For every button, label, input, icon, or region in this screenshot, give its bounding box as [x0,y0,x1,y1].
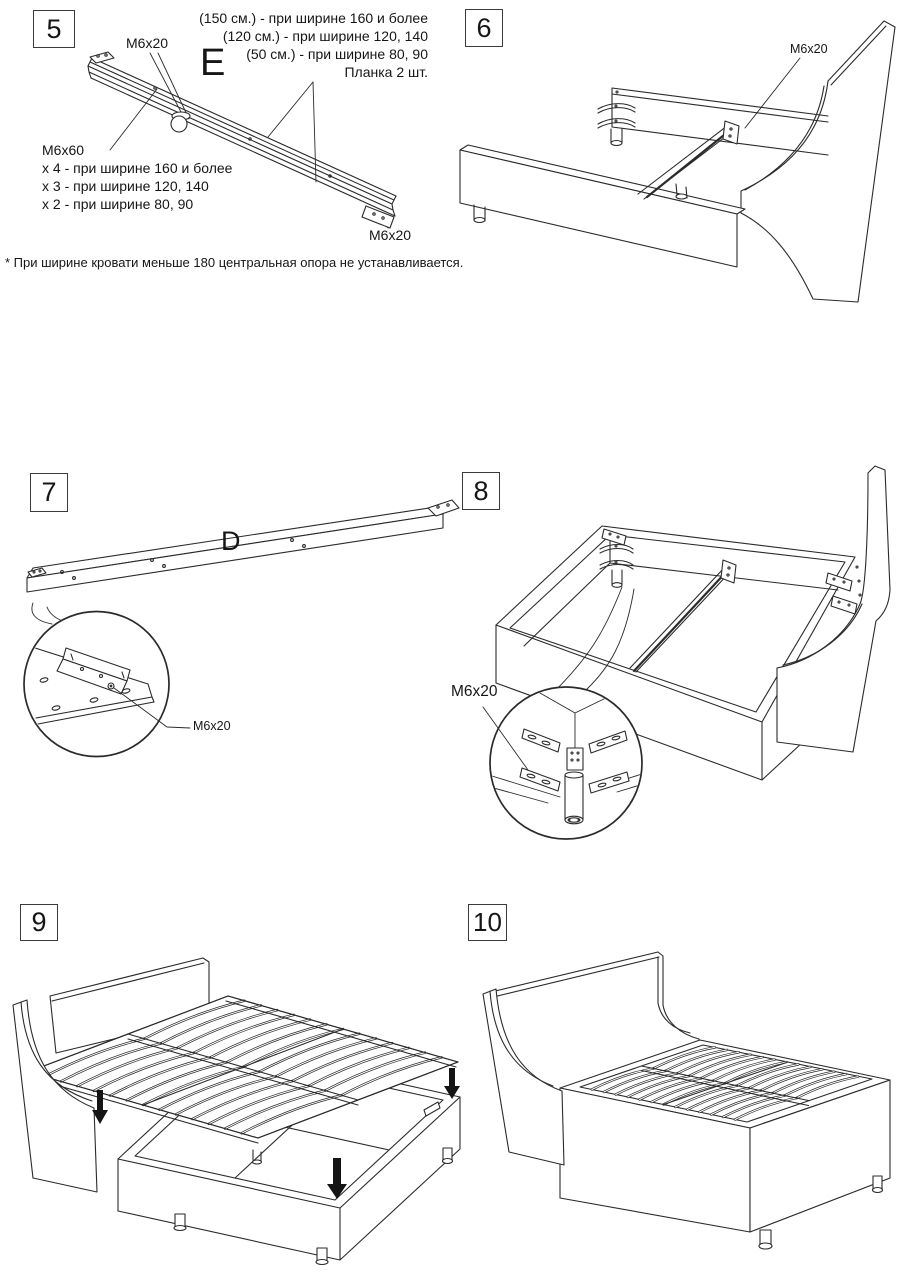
bolt-count-block [42,141,232,213]
part-letter-e: E [200,42,226,84]
step-number-7: 7 [30,473,68,512]
plank-length-block [199,9,428,81]
bolt-title: M6x60 [42,142,85,158]
back-rail [612,88,828,155]
screw-label-m6x20: M6x20 [451,683,498,700]
end-bracket [362,206,394,228]
screw-label-m6x20: M6x20 [193,719,231,733]
step10-finished-bed-drawing [483,952,890,1249]
step-number-9: 9 [20,904,58,941]
side-rail [460,150,737,267]
footnote: * При ширине кровати меньше 180 центральная опора не устанавливается. [5,255,464,270]
length-line: (150 см.) - при ширине 160 и более [199,10,428,26]
length-line: (50 см.) - при ширине 80, 90 [246,46,428,62]
headboard-panel [741,21,895,302]
screw-label-m6x20-top: M6x20 [126,35,169,51]
magnifier-circle [490,687,642,839]
part-letter-d: D [221,526,241,556]
step7-plank-drawing [24,500,459,757]
screw-label-m6x20-bottom: M6x20 [369,227,412,243]
center-leg [171,116,187,132]
corner-leg [474,218,485,223]
step9-assembly-drawing [13,958,460,1265]
step-number-8: 8 [462,472,500,510]
step-number-6: 6 [465,9,503,47]
step-number-10: 10 [468,904,507,941]
bolt-line: x 4 - при ширине 160 и более [42,160,233,176]
bolt-line: x 2 - при ширине 80, 90 [42,196,194,212]
end-bracket [90,52,114,63]
step8-frame-drawing [483,466,890,839]
step-number-5: 5 [33,10,75,48]
floating-leg-assembly [598,104,635,146]
length-line: (120 см.) - при ширине 120, 140 [222,28,428,44]
bolt-line: x 3 - при ширине 120, 140 [42,178,209,194]
screw-label-m6x20: M6x20 [790,42,828,56]
step6-frame-drawing [460,21,895,302]
length-line: Планка 2 шт. [344,64,428,80]
leg-mount-plate [567,748,583,770]
